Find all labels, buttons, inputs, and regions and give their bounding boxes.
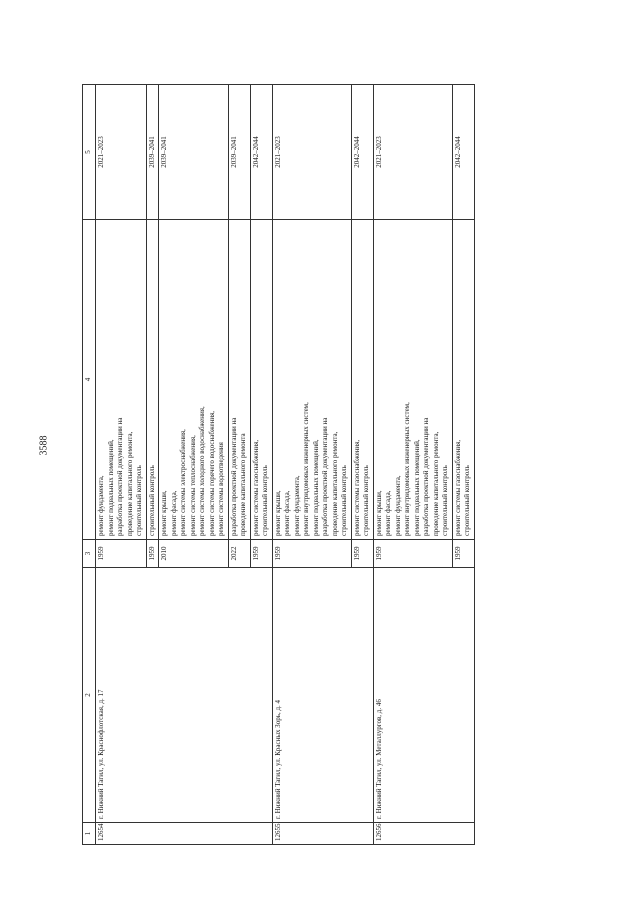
object-address: г. Нижний Тагил, ул. Металлургов, д. 46 <box>373 568 474 823</box>
work-item: ремонт фундамента, <box>393 475 402 536</box>
work-item: ремонт фасада, <box>283 490 291 536</box>
year-cell: 1959 <box>373 540 452 568</box>
year-cell: 1959 <box>146 540 159 568</box>
works-cell <box>250 220 272 540</box>
work-item: ремонт системы водоотведения <box>217 442 225 536</box>
work-item: ремонт фасада, <box>384 490 392 536</box>
work-item: проведение капитального ремонта, <box>431 431 440 536</box>
works-cell <box>452 220 474 540</box>
work-item: ремонт системы горячего водоснабжения, <box>207 410 216 536</box>
capital-repair-table <box>82 84 475 845</box>
period-cell: 2042–2044 <box>250 85 272 220</box>
period-cell: 2021–2023 <box>96 85 147 220</box>
work-item: ремонт системы теплоснабжения, <box>188 435 197 536</box>
works-cell <box>146 220 159 540</box>
work-item: ремонт системы электроснабжения, <box>179 429 187 536</box>
period-cell: 2042–2044 <box>452 85 474 220</box>
object-number: 12655. <box>272 823 373 845</box>
table-row <box>96 85 147 845</box>
work-item: ремонт внутридомовых инженерных систем, <box>403 402 411 536</box>
period-cell: 2039–2041 <box>159 85 229 220</box>
work-item: ремонт фундамента, <box>292 475 301 536</box>
header-row <box>83 85 96 845</box>
works-cell <box>228 220 250 540</box>
work-item: ремонт подвальных помещений, <box>311 439 320 536</box>
table-row <box>373 85 452 845</box>
work-item: разработка проектной документации на <box>422 417 430 536</box>
work-item: ремонт крыши, <box>273 490 282 536</box>
year-cell: 1959 <box>351 540 373 568</box>
period-cell: 2021–2023 <box>373 85 452 220</box>
work-item: ремонт внутридомовых инженерных систем, <box>302 402 310 536</box>
work-item: разработка проектной документации на <box>321 417 329 536</box>
period-cell: 2039–2041 <box>146 85 159 220</box>
year-cell: 2010 <box>159 540 229 568</box>
object-address: г. Нижний Тагил, ул. Красных Зорь, д. 4 <box>272 568 373 823</box>
work-item: строительный контроль <box>147 465 156 536</box>
period-cell: 2039–2041 <box>228 85 250 220</box>
work-item: ремонт крыши, <box>160 490 168 536</box>
works-cell <box>272 220 351 540</box>
header-col-3: 3 <box>83 540 96 568</box>
work-item: ремонт системы газоснабжения, <box>453 439 462 536</box>
work-item: строительный контроль <box>441 465 449 536</box>
work-item: проведение капитального ремонта <box>239 433 247 536</box>
work-item: проведение капитального ремонта, <box>330 431 339 536</box>
work-item: проведение капитального ремонта, <box>125 431 134 536</box>
work-item: строительный контроль <box>261 465 269 536</box>
work-item: строительный контроль <box>362 465 370 536</box>
year-cell: 1959 <box>96 540 147 568</box>
year-cell: 1959 <box>250 540 272 568</box>
header-col-1: 1 <box>83 823 96 845</box>
works-cell <box>373 220 452 540</box>
work-item: строительный контроль <box>463 465 471 536</box>
year-cell: 1959 <box>452 540 474 568</box>
works-cell <box>159 220 229 540</box>
year-cell: 2022 <box>228 540 250 568</box>
object-address: г. Нижний Тагил, ул. Краснофлотская, д. 17 <box>96 568 273 823</box>
page-number: 3588 <box>38 435 50 456</box>
work-item: ремонт фасада, <box>169 490 178 536</box>
period-cell: 2021–2023 <box>272 85 351 220</box>
table-row <box>272 85 351 845</box>
object-number: 12656. <box>373 823 474 845</box>
work-item: строительный контроль <box>135 465 143 536</box>
work-item: разработка проектной документации на <box>229 417 238 536</box>
work-item: ремонт подвальных помещений, <box>106 439 115 536</box>
year-cell: 1959 <box>272 540 351 568</box>
work-item: ремонт системы холодного водоснабжения, <box>198 406 206 536</box>
table-body <box>96 85 475 845</box>
works-cell <box>96 220 147 540</box>
work-item: строительный контроль <box>340 465 348 536</box>
work-item: ремонт фундамента, <box>97 475 105 536</box>
period-cell: 2042–2044 <box>351 85 373 220</box>
work-item: ремонт крыши, <box>374 490 383 536</box>
rotated-table-container <box>82 85 542 845</box>
header-col-4: 4 <box>83 220 96 540</box>
header-col-2: 2 <box>83 568 96 823</box>
work-item: ремонт системы газоснабжения, <box>352 439 361 536</box>
object-number: 12654. <box>96 823 273 845</box>
works-cell <box>351 220 373 540</box>
header-col-5: 5 <box>83 85 96 220</box>
work-item: ремонт подвальных помещений, <box>412 439 421 536</box>
work-item: разработка проектной документации на <box>116 417 124 536</box>
work-item: ремонт системы газоснабжения, <box>251 439 260 536</box>
